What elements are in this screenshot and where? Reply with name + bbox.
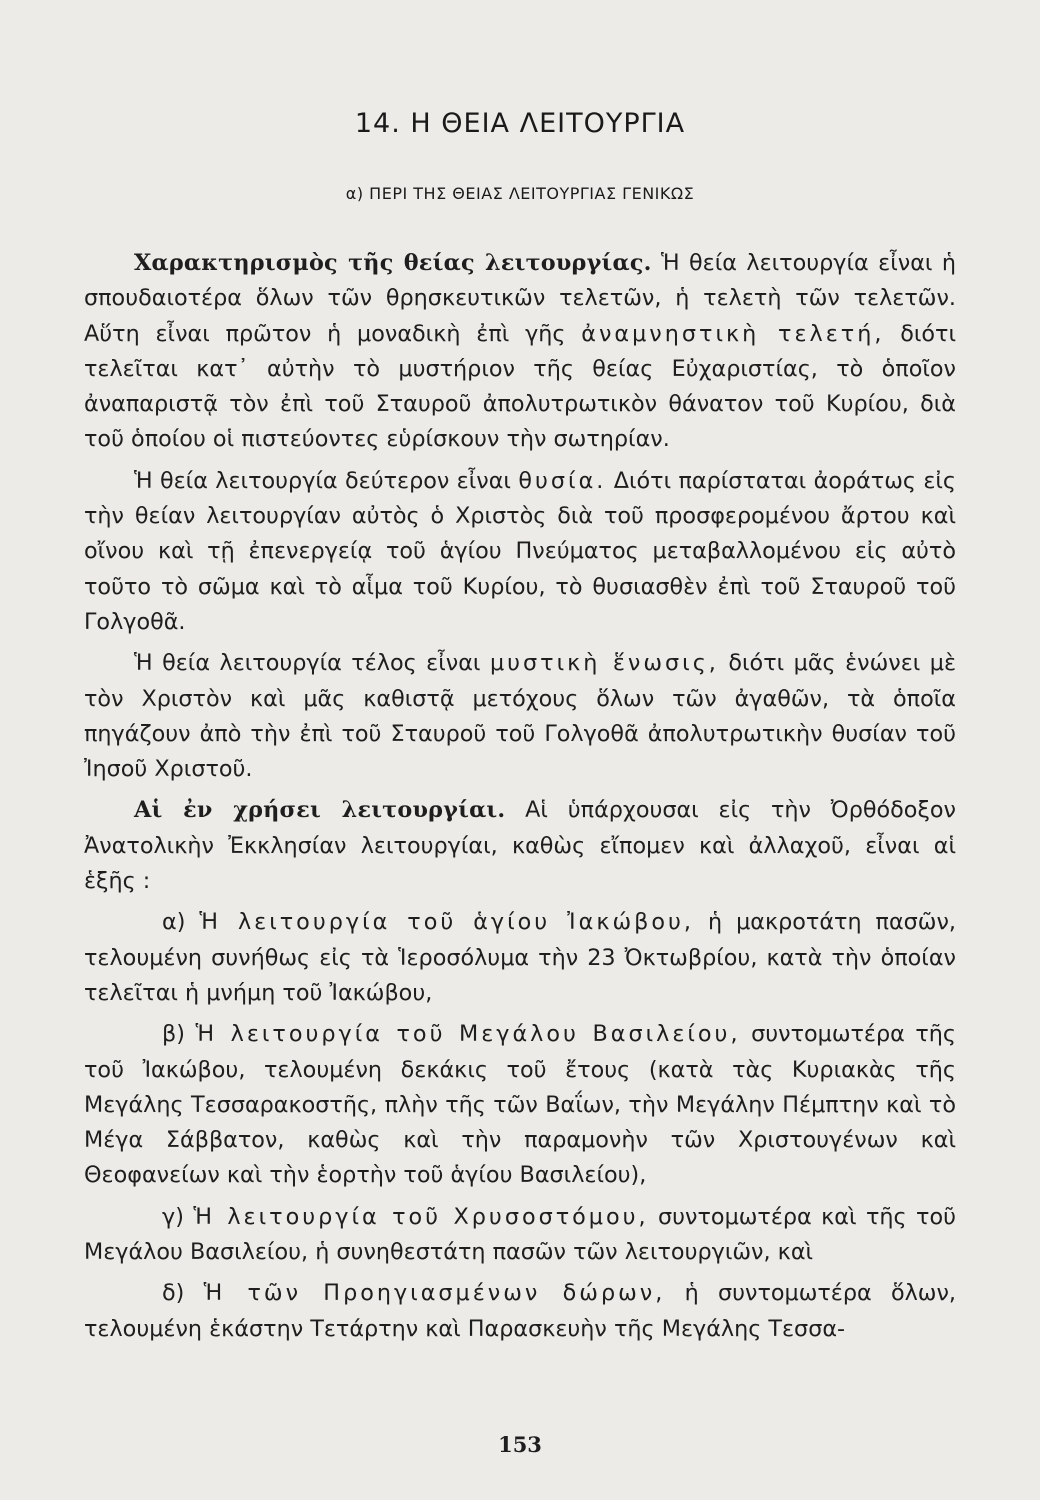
paragraph-liturgies-in-use	[84, 793, 956, 899]
paragraph-text: Διότι παρίσταται ἀοράτως εἰς τὴν θείαν λειτουργίαν αὐτὸς ὁ Χριστὸς διὰ τοῦ προσφερομένου ἄρτου καὶ οἴνου καὶ τῇ ἐπενεργείᾳ τοῦ ἁγίου Πνεύματος μεταβαλλομένου εἰς αὐτὸ τοῦτο τὸ σῶμα καὶ τὸ αἷμα τοῦ Κυρίου, τὸ θυσιασθὲν ἐπὶ τοῦ Σταυροῦ τοῦ Γολγοθᾶ.	[84, 467, 957, 635]
body-text	[84, 246, 956, 1347]
paragraph-union	[84, 646, 956, 787]
list-marker: γ)	[162, 1203, 194, 1230]
paragraph-sacrifice	[84, 464, 956, 640]
paragraph-text: Ἡ θεία λειτουργία τέλος εἶναι	[134, 650, 490, 677]
liturgy-name: Ἡ τῶν Προηγιασμένων δώρων,	[203, 1280, 666, 1307]
liturgy-name: Ἡ λειτουργία τοῦ Μεγάλου Βασιλείου,	[195, 1021, 741, 1048]
list-item	[84, 905, 956, 1011]
list-marker: β)	[162, 1021, 196, 1048]
list-item-text: ἡ συντομωτέρα ὅλων, τελουμένη ἑκάστην Τετάρτην καὶ Παρασκευὴν τῆς Μεγάλης Τεσσα-	[84, 1280, 957, 1342]
paragraph-heading: Χαρακτηρισμὸς τῆς θείας λειτουργίας.	[134, 250, 652, 276]
list-item	[84, 1276, 956, 1347]
paragraph-text: διότι μᾶς ἑνώνει μὲ τὸν Χριστὸν καὶ μᾶς καθιστᾷ μετόχους ὅλων τῶν ἀγαθῶν, τὰ ὁποῖα πηγάζουν ἀπὸ τὴν ἐπὶ τοῦ Σταυροῦ τοῦ Γολγοθᾶ ἀπολυτρωτικὴν θυσίαν τοῦ Ἰησοῦ Χριστοῦ.	[84, 650, 957, 783]
list-marker: δ)	[162, 1280, 204, 1307]
paragraph-text: Αἱ ὑπάρχουσαι εἰς τὴν Ὀρθόδοξον Ἀνατολικὴν Ἐκκλησίαν λειτουργίαι, καθὼς εἴπομεν καὶ ἀλλαχοῦ, εἶναι αἱ ἑξῆς :	[84, 797, 956, 895]
list-item-text: ἡ μακροτάτη πασῶν, τελουμένη συνήθως εἰς τὰ Ἱεροσόλυμα τὴν 23 Ὀκτωβρίου, κατὰ τὴν ὁποίαν τελεῖται ἡ μνήμη τοῦ Ἰακώβου,	[84, 909, 957, 1006]
list-item-text: συντομωτέρα καὶ τῆς τοῦ Μεγάλου Βασιλείου, ἡ συνηθεστάτη πασῶν τῶν λειτουργιῶν, καὶ	[84, 1203, 956, 1266]
liturgy-name: Ἡ λειτουργία τοῦ Χρυσοστόμου,	[193, 1203, 649, 1230]
list-item-text: συντομωτέρα τῆς τοῦ Ἰακώβου, τελουμένη δεκάκις τοῦ ἔτους (κατὰ τὰς Κυριακὰς τῆς Μεγάλης Τεσσαρακοστῆς, πλὴν τῆς τῶν Βαΐων, τὴν Μεγάλην Πέμπτην καὶ τὸ Μέγα Σάββατον, καθὼς καὶ τὴν παραμονὴν τῶν Χριστουγένων καὶ Θεοφανείων καὶ τὴν ἑορτὴν τοῦ ἁγίου Βασιλείου),	[84, 1021, 956, 1189]
paragraph-text: Ἡ θεία λειτουργία εἶναι ἡ σπουδαιοτέρα ὅλων τῶν θρησκευτικῶν τελετῶν, ἡ τελετὴ τῶν τελετῶν. Αὕτη εἶναι πρῶτον ἡ μοναδικὴ ἐπὶ γῆς	[84, 250, 957, 347]
list-item	[84, 1017, 956, 1193]
chapter-title: 14. Η ΘΕΙΑ ΛΕΙΤΟΥΡΓΙΑ	[354, 108, 686, 139]
emphasis-text: ἀναμνηστικὴ τελετή,	[581, 320, 885, 347]
section-title: α) ΠΕΡΙ ΤΗΣ ΘΕΙΑΣ ΛΕΙΤΟΥΡΓΙΑΣ ΓΕΝΙΚΩΣ	[345, 184, 695, 203]
emphasis-text: θυσία.	[518, 467, 607, 494]
list-marker: α)	[162, 909, 200, 936]
page-number: 153	[498, 1432, 542, 1457]
list-item	[84, 1200, 956, 1271]
emphasis-text: μυστικὴ ἕνωσις,	[489, 650, 719, 677]
paragraph-text: Ἡ θεία λειτουργία δεύτερον εἶναι	[134, 467, 519, 494]
liturgy-name: Ἡ λειτουργία τοῦ ἁγίου Ἰακώβου,	[199, 909, 695, 936]
paragraph-characterization	[84, 246, 956, 458]
paragraph-heading: Αἱ ἐν χρήσει λειτουργίαι.	[134, 797, 506, 824]
paragraph-text: διότι τελεῖται κατ᾽ αὐτὴν τὸ μυστήριον τῆς θείας Εὐχαριστίας, τὸ ὁποῖον ἀναπαριστᾷ τὸν ἐπὶ τοῦ Σταυροῦ ἀπολυτρωτικὸν θάνατον τοῦ Κυρίου, διὰ τοῦ ὁποίου οἱ πιστεύοντες εὑρίσκουν τὴν σωτηρίαν.	[84, 320, 957, 453]
